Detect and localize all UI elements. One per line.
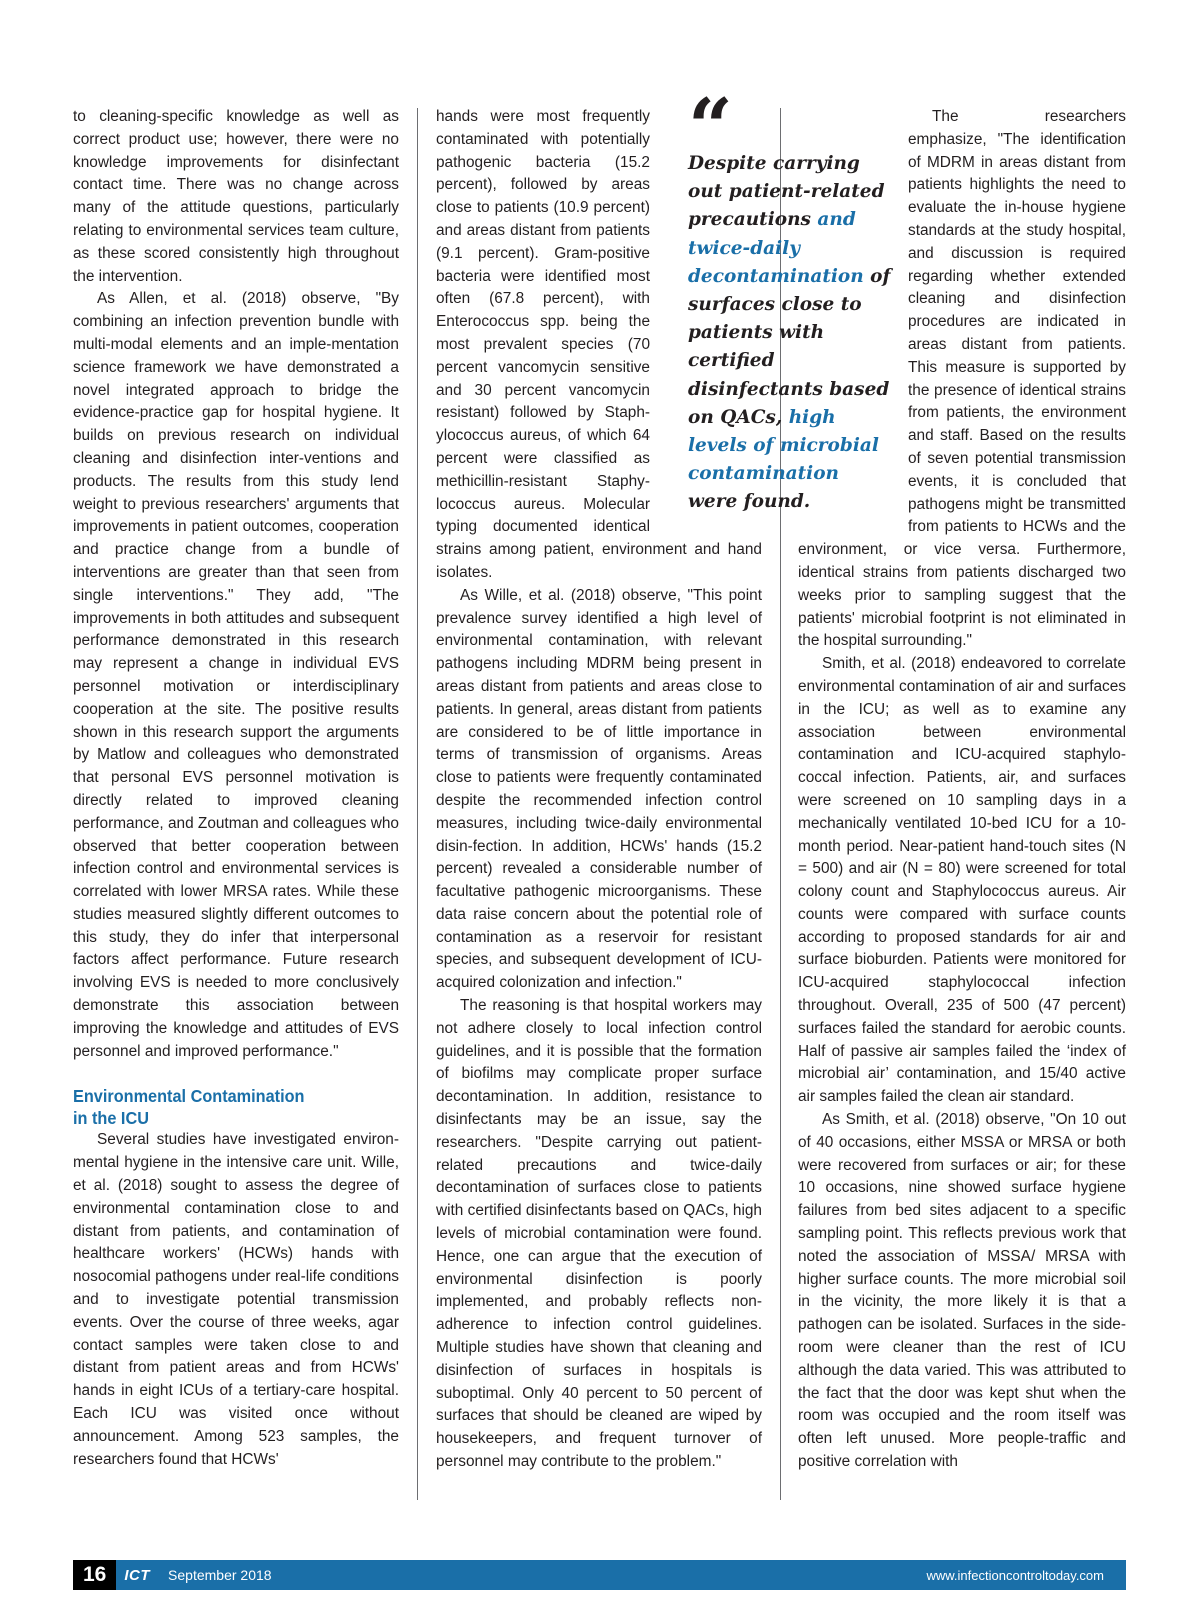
paragraph: Smith, et al. (2018) endeavored to correlate environmental contamination of air and surfaces in the ICU; as well as to examine any association between environmental contamination and ICU-acquired staphylo-coccal infection. Patients, air, and surfaces were screened on 10 sampling days in a mechanically ventilated 10-bed ICU for a 10-month period. Near-patient hand-touch sites (N = 500) and air (N = 80) were screened for total colony count and Staphylococcus aureus. Air counts were compared with surface counts according to proposed standards for air and surface bioburden. Patients were monitored for ICU-acquired staphylococcal infection throughout. Overall, 235 of 500 (47 percent) surfaces failed the standard for aerobic counts. Half of passive air samples failed the ‘index of microbial air’ contamination, and 15/40 active air samples failed the clean air standard. bbox=[798, 655, 1126, 1106]
section-heading-line: in the ICU bbox=[73, 1108, 149, 1129]
paragraph: hands were most frequently contaminated with potentially pathogenic bacteria (15.2 percent), followed by areas close to patients (10.9 percent) and areas distant from patients (9.1 percent). Gram-positive bacteria were identified most often (67.8 percent), with Enterococcus spp. being the most prevalent species (70 percent vancomycin sensitive and 30 percent vancomycin resistant) followed by Staph-ylococcus aureus, of which 64 percent were classified as methicillin-resistant Staphy-lococcus aureus. Molecular typing documented identical strains among patient, environment and hand isolates. bbox=[436, 108, 762, 581]
pull-quote-highlight: and twice-daily decontamination bbox=[688, 209, 864, 287]
quote-mark-icon: “ bbox=[688, 82, 729, 173]
paragraph: As Allen, et al. (2018) observe, "By combining an infection prevention bundle with multi-modal elements and an imple-mentation science framework we have demonstrated a novel integrated approach to bridge the evidence-practice gap for hospital hygiene. It builds on previous research on individual cleaning and disinfection inter-ventions and products. The results from this study lend weight to previous researchers' arguments that improvements in patient outcomes, cooperation and practice change from a bundle of interventions are greater than that seen from single interventions." They add, "The improvements in both attitudes and subsequent performance demonstrated in this research may represent a change in individual EVS personnel motivation or interdisciplinary cooperation at the site. The positive results shown in this research support the arguments by Matlow and colleagues who demonstrated that personal EVS personnel motivation is directly related to improved cleaning performance, and Zoutman and colleagues who observed that better cooperation between infection control and environmental services is correlated with lower MRSA rates. While these studies measured slightly different outcomes to this study, they do infer that interpersonal factors affect performance. Future research involving EVS is needed to more conclusively demonstrate this association between improving the knowledge and attitudes of EVS personnel and improved performance." bbox=[73, 290, 399, 1060]
pull-quote-text: of surfaces close to patients with certified disinfectants based on QACs, bbox=[688, 265, 891, 428]
section-heading-line: Environmental Contamination bbox=[73, 1086, 305, 1107]
paragraph: The researchers emphasize, "The identification of MDRM in areas distant from patients highlights the need to evaluate the in-house hygiene standards at the study hospital, and discussion is required regarding whether extended cleaning and disinfection procedures are indicated in areas distant from patients. This measure is supported by the presence of identical strains from patients, the environment and staff. Based on the results of seven potential transmission events, it is concluded that pathogens might be transmitted from patients to HCWs and the environment, or vice versa. Furthermore, identical strains from patients discharged two weeks prior to sampling suggest that the patients' microbial footprint is not eliminated in the hospital surrounding." bbox=[798, 108, 1126, 650]
paragraph: to cleaning-specific knowledge as well as correct product use; however, there were no knowledge improvements for disinfectant contact time. There was no change across many of the attitude questions, particularly relating to environmental services team culture, as these scored consistently high throughout the intervention. bbox=[73, 108, 399, 285]
page-footer bbox=[73, 1560, 1126, 1590]
pull-quote-highlight: high levels of microbial contamination bbox=[688, 406, 879, 485]
paragraph: As Wille, et al. (2018) observe, "This point prevalence survey identified a high level of environmental contamination, with relevant pathogens including MDRM being present in areas distant from patients and areas close to patients. In general, areas distant from patients are considered to be of little importance in terms of transmission of organisms. Areas close to patients were frequently contaminated despite the recommended infection control measures, including twice-daily environmental disin-fection. In addition, HCWs' hands (15.2 percent) revealed a considerable number of facultative pathogenic microorganisms. These data raise concern about the potential role of contamination as a reservoir for resistant species, and subsequent development of ICU-acquired colonization and infection." bbox=[436, 586, 762, 992]
column-1 bbox=[73, 106, 399, 1471]
website-link[interactable]: www.infectioncontroltoday.com bbox=[926, 1567, 1104, 1583]
magazine-name: ICT bbox=[124, 1566, 151, 1584]
column-divider bbox=[417, 108, 418, 1500]
pull-quote-text: were found. bbox=[688, 491, 811, 513]
issue-date: September 2018 bbox=[168, 1567, 272, 1583]
page-number: 16 bbox=[73, 1560, 116, 1590]
pull-quote-text: Despite carrying out patient-related precautions bbox=[688, 153, 885, 231]
pull-quote bbox=[688, 82, 894, 517]
paragraph: Several studies have investigated environ-mental hygiene in the intensive care unit. Wille, et al. (2018) sought to assess the degree of environmental contamination close to and distant from patients, and contamination of healthcare workers' (HCWs) hands with nosocomial pathogens under real-life conditions and to investigate potential transmission events. Over the course of three weeks, agar contact samples were taken close to and distant from patient areas and from HCWs' hands in eight ICUs of a tertiary-care hospital. Each ICU was visited once without announcement. Among 523 samples, the researchers found that HCWs' bbox=[73, 1131, 399, 1468]
section-heading bbox=[73, 1085, 376, 1129]
paragraph: As Smith, et al. (2018) observe, "On 10 out of 40 occasions, either MSSA or MRSA or both were recovered from surfaces or air; for these 10 occasions, nine showed surface hygiene failures from bed sites adjacent to a specific sampling point. This reflects previous work that noted the association of MSSA/ MRSA with higher surface counts. The more microbial soil in the vicinity, the more likely it is that a pathogen can be isolated. Surfaces in the side-room were cleaner than the rest of ICU although the data varied. This was attributed to the fact that the door was kept shut when the room was occupied and the room itself was often left unused. More people-traffic and positive correlation with bbox=[798, 1111, 1126, 1471]
paragraph: The reasoning is that hospital workers may not adhere closely to local infection control guidelines, and it is possible that the formation of biofilms may complicate proper surface decontamination. In addition, resistance to disinfectants may be an issue, say the researchers. "Despite carrying out patient-related precautions and twice-daily decontamination of surfaces close to patients with certified disinfectants based on QACs, high levels of microbial contamination were found. Hence, one can argue that the execution of environmental disinfection is poorly implemented, and probably reflects non-adherence to infection control guidelines. Multiple studies have shown that cleaning and disinfection of surfaces in hospitals is suboptimal. Only 40 percent to 50 percent of surfaces that should be cleaned are wiped by housekeepers, and frequent turnover of personnel may contribute to the problem." bbox=[436, 997, 762, 1471]
